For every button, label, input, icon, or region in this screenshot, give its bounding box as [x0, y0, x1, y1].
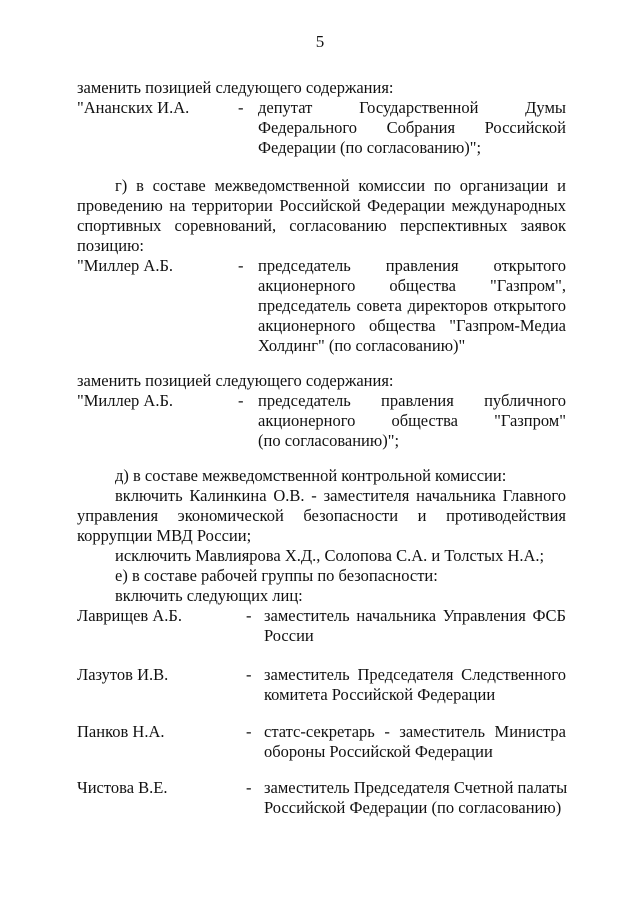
- position-line: Федерального Собрания Российской: [258, 118, 566, 137]
- position-line: заместитель Председателя Счетной палаты: [264, 778, 568, 797]
- position-line: председатель правления открытого: [258, 256, 566, 275]
- paragraph-line: спортивных соревнований, согласованию перспективных заявок: [77, 216, 566, 235]
- paragraph-line: позицию:: [77, 236, 144, 255]
- paragraph-line: г) в составе межведомственной комиссии по организации и: [115, 176, 566, 195]
- position-line: комитета Российской Федерации: [264, 685, 496, 704]
- position-line: Федерации (по согласованию)";: [258, 138, 482, 157]
- dash: -: [246, 606, 252, 625]
- position-line: акционерного общества "Газпром-Медиа: [258, 316, 566, 335]
- person-name: Лаврищев А.Б.: [77, 606, 182, 625]
- dash: -: [238, 256, 244, 275]
- position-line: статс-секретарь - заместитель Министра: [264, 722, 566, 741]
- intro-text: заменить позицией следующего содержания:: [77, 371, 394, 390]
- person-name: "Ананских И.А.: [77, 98, 190, 117]
- person-name: "Миллер А.Б.: [77, 256, 174, 275]
- page-number: 5: [315, 32, 325, 51]
- position-line: (по согласованию)";: [258, 431, 400, 450]
- dash: -: [246, 778, 252, 797]
- position-line: России: [264, 626, 314, 645]
- dash: -: [246, 665, 252, 684]
- position-line: Российской Федерации (по согласованию): [264, 798, 562, 817]
- dash: -: [246, 722, 252, 741]
- section-d-heading: д) в составе межведомственной контрольной комиссии:: [115, 466, 507, 485]
- include-line: включить Калинкина О.В. - заместителя начальника Главного: [115, 486, 566, 505]
- person-name: Лазутов И.В.: [77, 665, 169, 684]
- position-line: председатель правления публичного: [258, 391, 566, 410]
- position-line: Холдинг" (по согласованию)": [258, 336, 466, 355]
- position-line: акционерного общества "Газпром",: [258, 276, 566, 295]
- dash: -: [238, 391, 244, 410]
- person-name: Чистова В.Е.: [77, 778, 168, 797]
- position-line: обороны Российской Федерации: [264, 742, 493, 761]
- intro-text: заменить позицией следующего содержания:: [77, 78, 394, 97]
- person-name: "Миллер А.Б.: [77, 391, 174, 410]
- person-name: Панков Н.А.: [77, 722, 165, 741]
- position-line: депутат Государственной Думы: [258, 98, 566, 117]
- position-line: заместитель Председателя Следственного: [264, 665, 566, 684]
- include-persons-line: включить следующих лиц:: [115, 586, 303, 605]
- exclude-line: исключить Мавлиярова Х.Д., Солопова С.А. и Толстых Н.А.;: [115, 546, 545, 565]
- section-e-heading: е) в составе рабочей группы по безопасности:: [115, 566, 438, 585]
- position-line: заместитель начальника Управления ФСБ: [264, 606, 566, 625]
- include-line: коррупции МВД России;: [77, 526, 252, 545]
- position-line: председатель совета директоров открытого: [258, 296, 566, 315]
- paragraph-line: проведению на территории Российской Федерации международных: [77, 196, 566, 215]
- position-line: акционерного общества "Газпром": [258, 411, 566, 430]
- dash: -: [238, 98, 244, 117]
- include-line: управления экономической безопасности и противодействия: [77, 506, 566, 525]
